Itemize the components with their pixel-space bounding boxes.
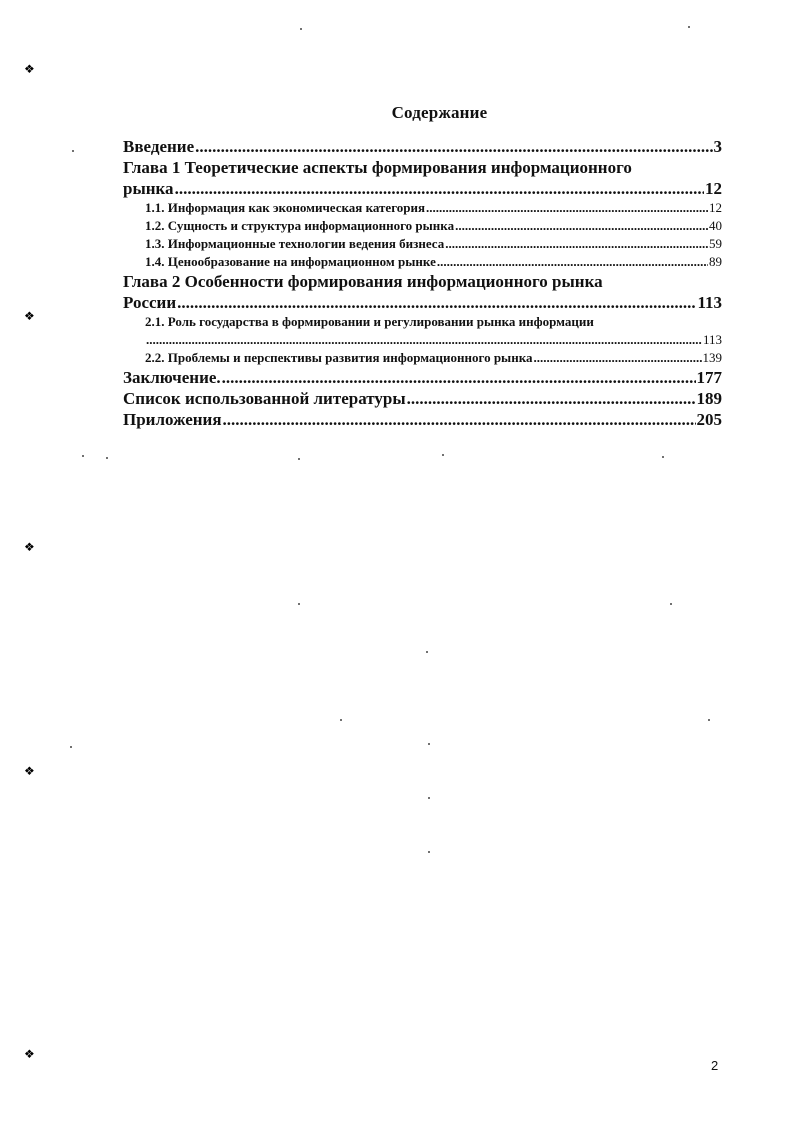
toc-entry-text: 1.3. Информационные технологии ведения бизнеса — [145, 236, 445, 251]
scan-speck — [340, 719, 342, 721]
toc-entry-references — [123, 389, 722, 410]
scan-speck — [298, 458, 300, 460]
toc-entry-page: 113 — [697, 293, 722, 312]
leader-dots — [407, 389, 696, 409]
scan-mark-icon: ❖ — [24, 62, 35, 76]
toc-entry-text: Приложения — [123, 410, 222, 429]
toc-entry-chapter-1-cont — [123, 179, 722, 200]
toc-entry-page: 3 — [713, 137, 722, 156]
toc-entry-text: Глава 1 Теоретические аспекты формирования информационного — [123, 158, 632, 177]
toc-entry-1-1 — [123, 200, 722, 218]
toc-entry-text: рынка — [123, 179, 174, 198]
toc-entry-page: 177 — [696, 368, 722, 387]
toc-entry-page: 205 — [696, 410, 722, 429]
scan-speck — [428, 743, 430, 745]
scan-mark-icon: ❖ — [24, 540, 35, 554]
leader-dots — [426, 200, 708, 216]
scan-speck — [82, 455, 84, 457]
toc-entry-text: 1.4. Ценообразование на информационном рынке — [145, 254, 436, 269]
toc-entry-text: Список использованной литературы — [123, 389, 406, 408]
toc-entry-2-1-cont — [123, 332, 722, 350]
leader-dots — [177, 293, 696, 313]
scan-mark-icon: ❖ — [24, 1047, 35, 1061]
toc-entry-text: Введение — [123, 137, 195, 156]
scan-speck — [708, 719, 710, 721]
scan-speck — [70, 746, 72, 748]
leader-dots — [223, 410, 696, 430]
toc-entry-page: 89 — [709, 254, 722, 269]
scan-speck — [442, 454, 444, 456]
scan-speck — [662, 456, 664, 458]
leader-dots — [437, 254, 708, 270]
scan-speck — [298, 603, 300, 605]
page-number: 2 — [711, 1058, 719, 1073]
toc-entry-2-2 — [123, 350, 722, 368]
toc-entry-chapter-2-cont — [123, 293, 722, 314]
scan-speck — [428, 851, 430, 853]
toc-entry-page: 113 — [702, 332, 722, 347]
toc-entry-appendices — [123, 410, 722, 431]
toc-entry-text: России — [123, 293, 177, 312]
toc-entry-chapter-1 — [123, 158, 722, 179]
leader-dots — [534, 350, 702, 366]
scan-speck — [72, 150, 74, 152]
toc-entry-chapter-2 — [123, 272, 722, 293]
toc-entry-page: 12 — [709, 200, 722, 215]
scan-speck — [688, 26, 690, 28]
toc-title: Содержание — [391, 103, 488, 122]
leader-dots — [445, 236, 708, 252]
scan-mark-icon: ❖ — [24, 764, 35, 778]
scan-speck — [426, 651, 428, 653]
leader-dots — [455, 218, 708, 234]
toc-entry-text: 2.2. Проблемы и перспективы развития информационного рынка — [145, 350, 533, 365]
leader-dots — [222, 368, 696, 388]
toc-entry-text: Глава 2 Особенности формирования информационного рынка — [123, 272, 603, 291]
scan-speck — [106, 457, 108, 459]
toc-entry-1-4 — [123, 254, 722, 272]
toc-entry-conclusion — [123, 368, 722, 389]
toc-entry-text: 1.2. Сущность и структура информационного рынка — [145, 218, 455, 233]
toc-entry-page: 12 — [705, 179, 722, 198]
toc-entry-page: 40 — [709, 218, 722, 233]
scan-speck — [428, 797, 430, 799]
toc-entry-text: 2.1. Роль государства в формировании и регулировании рынка информации — [145, 314, 594, 329]
scan-speck — [300, 28, 302, 30]
scan-speck — [670, 603, 672, 605]
leader-dots — [175, 179, 704, 199]
scan-mark-icon: ❖ — [24, 309, 35, 323]
leader-dots — [195, 137, 712, 157]
leader-dots — [146, 332, 702, 348]
toc-entry-1-2 — [123, 218, 722, 236]
toc-entry-text: 1.1. Информация как экономическая категория — [145, 200, 426, 215]
toc-entry-page: 189 — [696, 389, 722, 408]
toc-entry-page: 59 — [709, 236, 722, 251]
toc-entry-1-3 — [123, 236, 722, 254]
toc-entry-text: Заключение. — [123, 368, 221, 387]
toc-entry-2-1 — [123, 314, 722, 332]
table-of-contents — [123, 103, 722, 431]
toc-entry-introduction — [123, 137, 722, 158]
toc-entry-page: 139 — [702, 350, 722, 365]
